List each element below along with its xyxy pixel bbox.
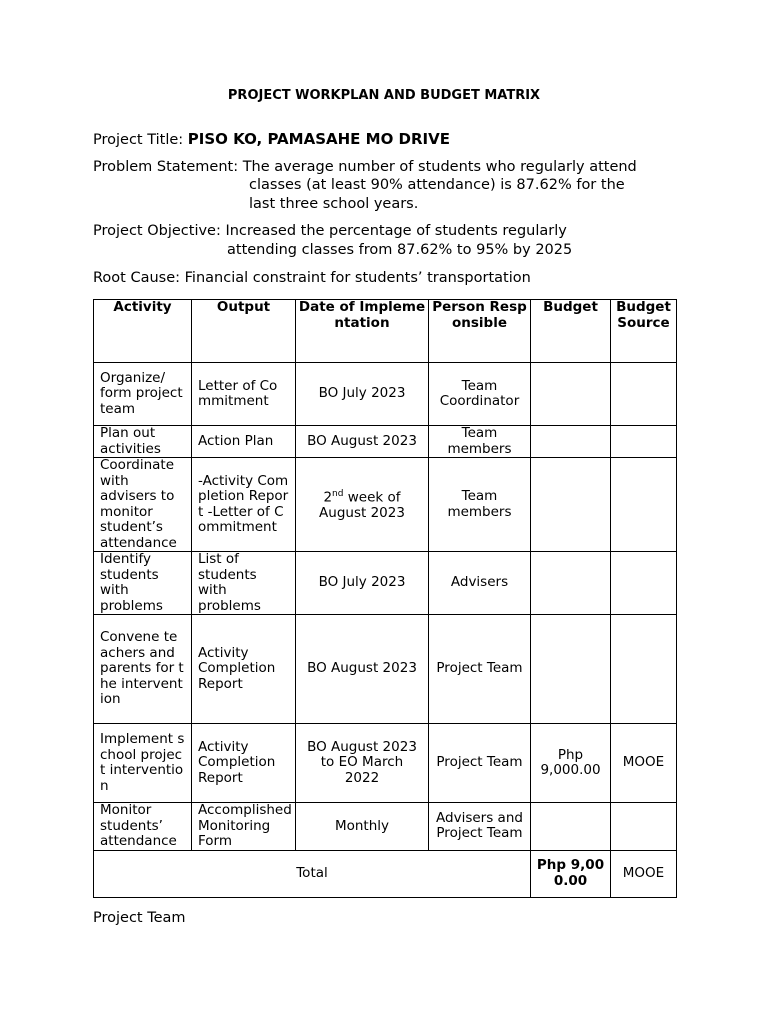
cell-output: Activity Completion Report <box>192 615 296 724</box>
workplan-budget-table <box>93 299 677 898</box>
problem-statement-line <box>93 158 637 177</box>
table-row <box>94 552 677 615</box>
cell-person: Project Team <box>429 724 531 803</box>
cell-activity: Convene teachers and parents for the intervention <box>94 615 192 724</box>
cell-output: -Activity Completion Report -Letter of Commitment <box>192 458 296 552</box>
cell-activity: Identify students with problems <box>94 552 192 615</box>
cell-activity: Implement school project intervention <box>94 724 192 803</box>
cell-date: Monthly <box>296 803 429 851</box>
header-source: Budget Source <box>611 300 677 363</box>
cell-date: BO July 2023 <box>296 552 429 615</box>
cell-output: Accomplished Monitoring Form <box>192 803 296 851</box>
cell-date: BO July 2023 <box>296 363 429 426</box>
cell-source <box>611 615 677 724</box>
cell-budget <box>531 803 611 851</box>
header-date: Date of Implementation <box>296 300 429 363</box>
cell-source <box>611 426 677 458</box>
cell-budget <box>531 458 611 552</box>
table-row <box>94 363 677 426</box>
cell-budget <box>531 615 611 724</box>
project-title-label: Project Title: <box>93 132 184 148</box>
cell-date: BO August 2023 <box>296 615 429 724</box>
root-cause-label: Root Cause: <box>93 270 181 286</box>
cell-activity: Coordinate with advisers to monitor student’s attendance <box>94 458 192 552</box>
document-heading: PROJECT WORKPLAN AND BUDGET MATRIX <box>227 88 541 103</box>
project-objective-label: Project Objective: <box>93 223 221 239</box>
problem-statement-text-3: last three school years. <box>249 196 419 212</box>
cell-source <box>611 458 677 552</box>
cell-person: Project Team <box>429 615 531 724</box>
cell-date: BO August 2023 <box>296 426 429 458</box>
total-label: Total <box>94 850 531 897</box>
cell-output: Action Plan <box>192 426 296 458</box>
project-title-value: PISO KO, PAMASAHE MO DRIVE <box>187 130 450 148</box>
table-row <box>94 724 677 803</box>
project-title-line <box>93 130 450 150</box>
date-ordinal-number: 2 <box>323 489 333 506</box>
header-output: Output <box>192 300 296 363</box>
cell-person: Team members <box>429 458 531 552</box>
cell-output: List of students with problems <box>192 552 296 615</box>
problem-statement-label: Problem Statement: <box>93 159 239 175</box>
problem-statement-text-1: The average number of students who regularly attend <box>242 159 637 175</box>
cell-source: MOOE <box>611 724 677 803</box>
cell-output: Letter of Commitment <box>192 363 296 426</box>
cell-activity: Plan out activities <box>94 426 192 458</box>
cell-person: Advisers and Project Team <box>429 803 531 851</box>
total-budget: Php 9,000.00 <box>531 850 611 897</box>
cell-source <box>611 363 677 426</box>
table-row <box>94 615 677 724</box>
cell-activity: Organize/ form project team <box>94 363 192 426</box>
cell-budget <box>531 552 611 615</box>
cell-date: BO August 2023 to EO March 2022 <box>296 724 429 803</box>
cell-person: Team members <box>429 426 531 458</box>
cell-budget <box>531 363 611 426</box>
project-objective-line <box>93 222 567 241</box>
cell-source <box>611 552 677 615</box>
cell-source <box>611 803 677 851</box>
problem-statement-text-2: classes (at least 90% attendance) is 87.62% for the <box>249 177 625 193</box>
cell-budget: Php 9,000.00 <box>531 724 611 803</box>
date-text: week of August 2023 <box>319 489 405 522</box>
cell-output: Activity Completion Report <box>192 724 296 803</box>
header-person: Person Responsible <box>429 300 531 363</box>
cell-budget <box>531 426 611 458</box>
cell-date <box>296 458 429 552</box>
table-row <box>94 803 677 851</box>
root-cause-line <box>93 269 531 288</box>
table-header-row <box>94 300 677 363</box>
project-objective-text-2: attending classes from 87.62% to 95% by 2025 <box>227 242 573 258</box>
total-source: MOOE <box>611 850 677 897</box>
header-budget: Budget <box>531 300 611 363</box>
header-activity: Activity <box>94 300 192 363</box>
cell-person: Advisers <box>429 552 531 615</box>
root-cause-value: Financial constraint for students’ transportation <box>184 270 531 286</box>
cell-person: Team Coordinator <box>429 363 531 426</box>
date-ordinal-suffix: nd <box>332 489 344 500</box>
project-objective-text-1: Increased the percentage of students regularly <box>225 223 567 239</box>
project-team-label: Project Team <box>93 910 186 926</box>
table-total-row <box>94 850 677 897</box>
cell-activity: Monitor students’ attendance <box>94 803 192 851</box>
table-row <box>94 426 677 458</box>
table-row <box>94 458 677 552</box>
